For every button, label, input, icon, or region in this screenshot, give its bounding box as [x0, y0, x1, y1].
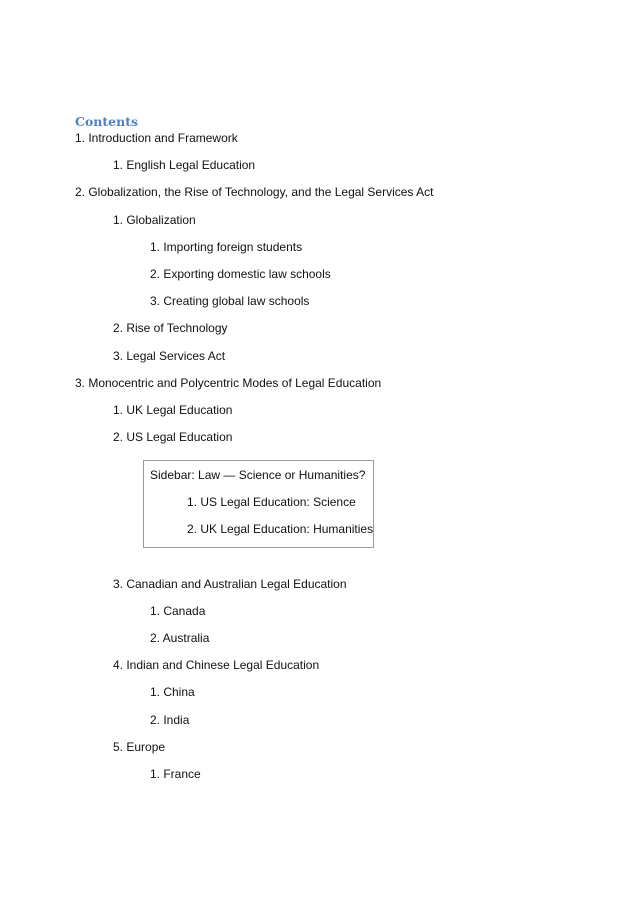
toc-item[interactable]: 1. Globalization: [113, 213, 196, 227]
toc-item[interactable]: 2. US Legal Education: [113, 430, 233, 444]
toc-item[interactable]: 2. Rise of Technology: [113, 321, 228, 335]
toc-item[interactable]: 2. Exporting domestic law schools: [150, 267, 331, 281]
sidebar-item[interactable]: 1. US Legal Education: Science: [187, 495, 356, 509]
sidebar-box: [143, 460, 374, 548]
toc-item[interactable]: 5. Europe: [113, 740, 166, 754]
toc-item[interactable]: 3. Creating global law schools: [150, 294, 310, 308]
toc-item[interactable]: 2. Australia: [150, 631, 210, 645]
sidebar-item[interactable]: 2. UK Legal Education: Humanities: [187, 522, 374, 536]
toc-item[interactable]: 1. Importing foreign students: [150, 240, 303, 254]
toc-item[interactable]: 1. China: [150, 685, 195, 699]
toc-item[interactable]: 1. UK Legal Education: [113, 403, 233, 417]
contents-heading: Contents: [75, 114, 139, 129]
toc-item[interactable]: 2. India: [150, 713, 190, 727]
toc-item[interactable]: 3. Legal Services Act: [113, 349, 226, 363]
toc-item[interactable]: 2. Globalization, the Rise of Technology, and the Legal Services Act: [75, 185, 434, 199]
toc-item[interactable]: 1. Introduction and Framework: [75, 131, 238, 145]
toc-item[interactable]: 3. Monocentric and Polycentric Modes of Legal Education: [75, 376, 382, 390]
toc-item[interactable]: 1. Canada: [150, 604, 206, 618]
sidebar-title[interactable]: Sidebar: Law — Science or Humanities?: [150, 468, 366, 482]
toc-item[interactable]: 4. Indian and Chinese Legal Education: [113, 658, 320, 672]
toc-item[interactable]: 1. France: [150, 767, 201, 781]
toc-item[interactable]: 3. Canadian and Australian Legal Education: [113, 577, 347, 591]
toc-item[interactable]: 1. English Legal Education: [113, 158, 256, 172]
